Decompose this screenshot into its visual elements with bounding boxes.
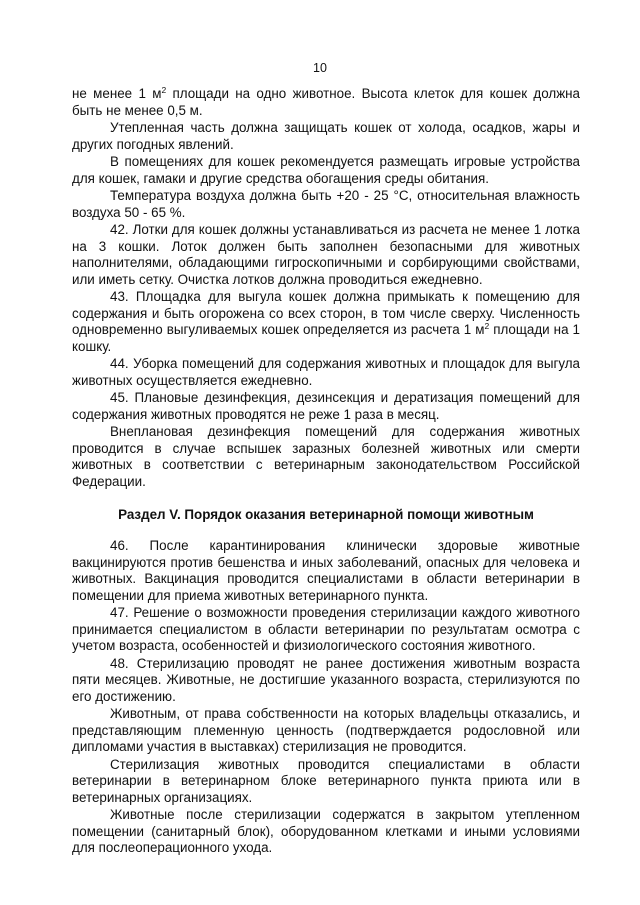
paragraph-43-text-a: 43. Площадка для выгула кошек должна примыкать к помещению для содержания и быть огорожена со всех сторон, в том числе сверху. Численность одновременно выгуливаемых кошек определяется из расчета 1 м — [72, 289, 580, 337]
paragraph-play-devices: В помещениях для кошек рекомендуется размещать игровые устройства для кошек, гамаки и другие средства обогащения среды обитания. — [72, 154, 580, 186]
paragraph-48-sterilization-age: 48. Стерилизацию проводят не ранее достижения животным возраста пяти месяцев. Животные, не достигшие указанного возраста, стерилизуются по его достижению. — [72, 655, 580, 704]
paragraph-cage-area — [72, 86, 580, 119]
page-number: 10 — [313, 61, 327, 75]
paragraph-insulated-part: Утепленная часть должна защищать кошек от холода, осадков, жары и других погодных явлений. — [72, 120, 580, 152]
document-body — [72, 86, 580, 858]
paragraph-unplanned-disinfection: Внеплановая дезинфекция помещений для содержания животных проводится в случае вспышек заразных болезней животных или смерти животных в соответствии с ветеринарным законодательством Российской Федерации. — [72, 424, 580, 489]
superscript-2-b: 2 — [484, 321, 490, 331]
paragraph-42-litter-boxes: 42. Лотки для кошек должны устанавливаться из расчета не менее 1 лотка на 3 кошки. Лоток должен быть заполнен безопасными для животных наполнителями, обладающими гигроскопичными и сорбирующими свойствами, или иметь сетку. Очистка лотков должна проводиться ежедневно. — [72, 222, 580, 287]
paragraph-43-walking-area — [72, 289, 580, 355]
paragraph-cage-area-text-b: площади на одно животное. Высота клеток для кошек должна быть не менее 0,5 м. — [72, 86, 580, 118]
paragraph-breeding-value: Животным, от права собственности на которых владельцы отказались, и представляющим племенную ценность (подтверждается родословной или дипломами участия в выставках) стерилизация не проводится. — [72, 706, 580, 754]
paragraph-temperature: Температура воздуха должна быть +20 - 25 °С, относительная влажность воздуха 50 - 65 %. — [72, 188, 580, 220]
paragraph-post-sterilization: Животные после стерилизации содержатся в закрытом утепленном помещении (санитарный блок), оборудованном клетками и иными условиями для послеоперационного ухода. — [72, 807, 580, 855]
paragraph-47-sterilization-decision: 47. Решение о возможности проведения стерилизации каждого животного принимается специалистом в области ветеринарии по результатам осмотра с учетом возраста, особенностей и физиологического состояния животного. — [72, 605, 580, 653]
paragraph-46-vaccination: 46. После карантинирования клинически здоровые животные вакцинируются против бешенства и иных заболеваний, опасных для человека и животных. Вакцинация проводится специалистами в области ветеринарии в помещении для приема животных ветеринарного пункта. — [72, 538, 580, 603]
paragraph-43-text-b: площади на 1 кошку. — [72, 322, 581, 354]
paragraph-44-cleaning: 44. Уборка помещений для содержания животных и площадок для выгула животных осуществляется ежедневно. — [72, 356, 580, 388]
section-heading-wrapper — [72, 506, 580, 523]
paragraph-cage-area-text-a: не менее 1 м — [72, 86, 162, 101]
superscript-2: 2 — [161, 85, 167, 95]
paragraph-sterilization-specialists: Стерилизация животных проводится специалистами в области ветеринарии в ветеринарном блоке ветеринарного пункта приюта или в ветеринарных организациях. — [72, 756, 580, 805]
paragraph-45-disinfection: 45. Плановые дезинфекция, дезинсекция и дератизация помещений для содержания животных проводятся не реже 1 раза в месяц. — [72, 390, 580, 422]
section-title: Раздел V. Порядок оказания ветеринарной помощи животным — [118, 507, 534, 522]
